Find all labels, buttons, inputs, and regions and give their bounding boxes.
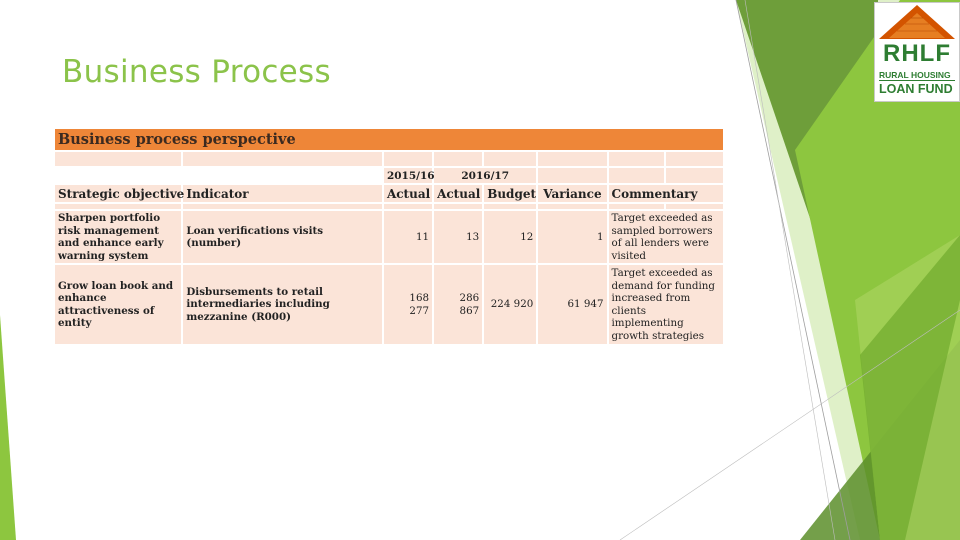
col-strategic-objective: Strategic objective xyxy=(55,185,181,202)
col-budget: Budget xyxy=(484,185,536,202)
year-2016-17: 2016/17 xyxy=(434,168,536,183)
col-indicator: Indicator xyxy=(183,185,382,202)
cell-indicator: Loan verifications visits (number) xyxy=(183,211,382,263)
col-actual-2015: Actual xyxy=(384,185,432,202)
cell-commentary: Target exceeded as sampled borrowers of all lenders were visited xyxy=(609,211,723,263)
table-gap-row xyxy=(55,204,723,209)
cell-objective: Grow loan book and enhance attractiveness of entity xyxy=(55,265,181,344)
left-green-sliver xyxy=(0,315,16,540)
table-heading: Business process perspective xyxy=(55,129,723,150)
cell-actual-2016: 286 867 xyxy=(434,265,482,344)
year-2015-16: 2015/16 xyxy=(384,168,432,183)
table-row xyxy=(55,211,723,263)
year-row xyxy=(55,168,723,183)
cell-indicator: Disbursements to retail intermediaries including mezzanine (R000) xyxy=(183,265,382,344)
slide-title: Business Process xyxy=(62,54,331,90)
table-row xyxy=(55,265,723,344)
logo-line-1: RURAL HOUSING xyxy=(879,70,955,81)
rhlf-logo xyxy=(874,2,960,102)
col-actual-2016: Actual xyxy=(434,185,482,202)
cell-budget: 12 xyxy=(484,211,536,263)
roof-icon xyxy=(875,3,959,43)
logo-mark: RHLF xyxy=(883,40,951,67)
col-variance: Variance xyxy=(538,185,606,202)
cell-actual-2015: 168 277 xyxy=(384,265,432,344)
cell-variance: 1 xyxy=(538,211,606,263)
cell-variance: 61 947 xyxy=(538,265,606,344)
table-spacer-row xyxy=(55,152,723,166)
col-commentary: Commentary xyxy=(609,185,723,202)
column-header-row xyxy=(55,185,723,202)
business-process-table xyxy=(53,127,725,346)
cell-commentary: Target exceeded as demand for funding increased from clients implementing growth strategies xyxy=(609,265,723,344)
cell-actual-2015: 11 xyxy=(384,211,432,263)
logo-line-2: LOAN FUND xyxy=(879,82,953,96)
cell-objective: Sharpen portfolio risk management and enhance early warning system xyxy=(55,211,181,263)
cell-budget: 224 920 xyxy=(484,265,536,344)
cell-actual-2016: 13 xyxy=(434,211,482,263)
